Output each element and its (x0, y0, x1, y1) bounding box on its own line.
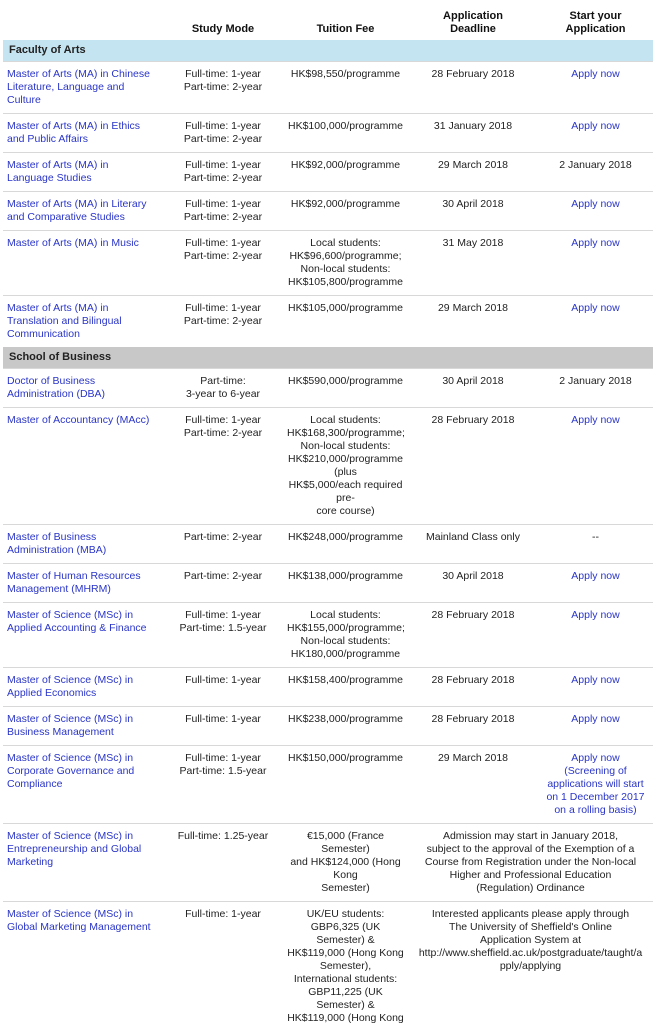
tuition-fee-line: HK$158,400/programme (287, 674, 404, 687)
admission-note-line: Admission may start in January 2018, (412, 830, 649, 843)
programme-link-line: Global Marketing Management (7, 921, 159, 934)
programme-link[interactable] (3, 603, 163, 668)
tuition-fee-line: HK$168,300/programme; (287, 427, 404, 440)
application-deadline-line: 30 April 2018 (412, 198, 534, 211)
tuition-fee-line: HK$590,000/programme (287, 375, 404, 388)
table-row (3, 231, 653, 296)
programme-link-line[interactable]: Master of Science (MSc) in (7, 830, 159, 843)
tuition-fee (283, 902, 408, 1031)
start-date (538, 369, 653, 408)
programme-link-line[interactable]: Master of Human Resources (7, 570, 159, 583)
study-mode (163, 564, 283, 603)
apply-now-link-line[interactable]: Apply now (542, 609, 649, 622)
programme-link-line[interactable]: Master of Accountancy (MAcc) (7, 414, 159, 427)
tuition-fee-line: HK$92,000/programme (287, 198, 404, 211)
study-mode-line: Full-time: 1-year (167, 908, 279, 921)
study-mode-line: Full-time: 1.25-year (167, 830, 279, 843)
study-mode-line: 3-year to 6-year (167, 388, 279, 401)
header-start (538, 4, 653, 40)
study-mode-line: Full-time: 1-year (167, 237, 279, 250)
programme-link[interactable] (3, 62, 163, 114)
study-mode (163, 62, 283, 114)
programme-link-line: Applied Accounting & Finance (7, 622, 159, 635)
application-deadline-line: 28 February 2018 (412, 68, 534, 81)
study-mode-line: Part-time: 2-year (167, 133, 279, 146)
study-mode-line: Part-time: 1.5-year (167, 622, 279, 635)
apply-now-link-line[interactable]: Apply now (542, 570, 649, 583)
programme-link-line: Culture (7, 94, 159, 107)
tuition-fee-line: HK180,000/programme (287, 648, 404, 661)
tuition-fee-line: Non-local students: (287, 263, 404, 276)
study-mode-line: Part-time: 2-year (167, 427, 279, 440)
programme-link-line[interactable]: Master of Arts (MA) in Literary (7, 198, 159, 211)
apply-now-link-line[interactable]: Apply now (542, 237, 649, 250)
programme-link-line: and Comparative Studies (7, 211, 159, 224)
table-row (3, 192, 653, 231)
admission-note-line: Higher and Professional Education (412, 869, 649, 882)
apply-now-link[interactable] (538, 746, 653, 824)
header-programme (3, 4, 163, 40)
tuition-fee (283, 564, 408, 603)
programme-link-line: Translation and Bilingual (7, 315, 159, 328)
table-body (3, 40, 653, 1031)
tuition-fee-line: GBP6,325 (UK Semester) & (287, 921, 404, 947)
tuition-fee-line: HK$96,600/programme; (287, 250, 404, 263)
tuition-fee-line: HK$5,000/each required pre- (287, 479, 404, 505)
application-deadline-line: 28 February 2018 (412, 609, 534, 622)
application-deadline-line: 31 January 2018 (412, 120, 534, 133)
table-row (3, 746, 653, 824)
table-row (3, 902, 653, 1031)
application-deadline-line: 29 March 2018 (412, 159, 534, 172)
study-mode (163, 408, 283, 525)
study-mode (163, 603, 283, 668)
tuition-fee (283, 668, 408, 707)
header-start-line: Start your (540, 10, 651, 23)
programme-link-line: Corporate Governance and (7, 765, 159, 778)
tuition-fee (283, 296, 408, 348)
application-deadline-line: 28 February 2018 (412, 674, 534, 687)
table-row (3, 408, 653, 525)
study-mode-line: Full-time: 1-year (167, 120, 279, 133)
study-mode-line: Full-time: 1-year (167, 159, 279, 172)
programme-link[interactable] (3, 408, 163, 525)
admission-note (408, 824, 653, 902)
tuition-fee-line: Non-local students: (287, 440, 404, 453)
tuition-fee-line: HK$98,550/programme (287, 68, 404, 81)
study-mode (163, 114, 283, 153)
application-deadline-line: Mainland Class only (412, 531, 534, 544)
study-mode (163, 902, 283, 1031)
apply-now-link-line[interactable]: Apply now (542, 713, 649, 726)
study-mode (163, 153, 283, 192)
apply-now-link[interactable] (538, 114, 653, 153)
study-mode-line: Part-time: 2-year (167, 531, 279, 544)
tuition-fee-line: HK$155,000/programme; (287, 622, 404, 635)
tuition-fee-line: UK/EU students: (287, 908, 404, 921)
programme-link-line: Language Studies (7, 172, 159, 185)
tuition-fee (283, 114, 408, 153)
programme-link[interactable] (3, 369, 163, 408)
admission-note-line: pply/applying (412, 960, 649, 973)
tuition-fee-line: Semester) (287, 882, 404, 895)
tuition-fee-line: HK$100,000/programme (287, 120, 404, 133)
study-mode (163, 746, 283, 824)
tuition-fee-line: Local students: (287, 609, 404, 622)
study-mode-line: Full-time: 1-year (167, 68, 279, 81)
programme-link-line: Entrepreneurship and Global (7, 843, 159, 856)
apply-now-link[interactable] (538, 192, 653, 231)
application-deadline (408, 707, 538, 746)
application-deadline-line: 31 May 2018 (412, 237, 534, 250)
study-mode-line: Full-time: 1-year (167, 302, 279, 315)
programme-link-line[interactable]: Master of Arts (MA) in (7, 159, 159, 172)
admission-note (408, 902, 653, 1031)
admission-note-line: subject to the approval of the Exemption of a (412, 843, 649, 856)
apply-now-link-line[interactable]: Apply now (542, 198, 649, 211)
programme-link-line: Literature, Language and (7, 81, 159, 94)
programme-link[interactable] (3, 192, 163, 231)
tuition-fee (283, 192, 408, 231)
application-deadline (408, 525, 538, 564)
tuition-fee-line: HK$92,000/programme (287, 159, 404, 172)
tuition-fee-line: HK$248,000/programme (287, 531, 404, 544)
application-deadline (408, 296, 538, 348)
header-deadline (408, 4, 538, 40)
apply-now-link[interactable] (538, 603, 653, 668)
tuition-fee-line: Non-local students: (287, 635, 404, 648)
admission-note-line: Course from Registration under the Non-local (412, 856, 649, 869)
programme-link-line[interactable]: Master of Arts (MA) in (7, 302, 159, 315)
section-title: Faculty of Arts (3, 40, 653, 62)
admission-note-line: The University of Sheffield's Online (412, 921, 649, 934)
programme-link-line: Administration (DBA) (7, 388, 159, 401)
table-row (3, 564, 653, 603)
study-mode-line: Full-time: 1-year (167, 198, 279, 211)
tuition-fee (283, 707, 408, 746)
tuition-fee-line: core course) (287, 505, 404, 518)
tuition-fee (283, 62, 408, 114)
admission-note-line: http://www.sheffield.ac.uk/postgraduate/taught/a (412, 947, 649, 960)
tuition-fee-line: HK$119,000 (Hong Kong (287, 947, 404, 960)
start-date (538, 525, 653, 564)
admission-note-line: (Regulation) Ordinance (412, 882, 649, 895)
apply-now-link-line[interactable]: Apply now (542, 68, 649, 81)
programme-link-line: Business Management (7, 726, 159, 739)
table-row (3, 525, 653, 564)
tuition-fee-line: Semester), (287, 960, 404, 973)
table-row (3, 668, 653, 707)
apply-now-link-line[interactable]: Apply now (542, 414, 649, 427)
programme-link-line[interactable]: Master of Science (MSc) in (7, 609, 159, 622)
tuition-fee (283, 231, 408, 296)
start-date-line: 2 January 2018 (542, 375, 649, 388)
application-deadline (408, 746, 538, 824)
application-deadline-line: 28 February 2018 (412, 414, 534, 427)
programme-link-line[interactable]: Master of Arts (MA) in Music (7, 237, 159, 250)
programme-link[interactable] (3, 668, 163, 707)
study-mode-line: Part-time: 1.5-year (167, 765, 279, 778)
programme-link[interactable] (3, 296, 163, 348)
study-mode-line: Part-time: 2-year (167, 315, 279, 328)
header-study-mode: Study Mode (163, 4, 283, 40)
tuition-fee-line: Local students: (287, 237, 404, 250)
application-deadline (408, 369, 538, 408)
apply-now-link-line: on 1 December 2017 (542, 791, 649, 804)
study-mode (163, 707, 283, 746)
application-deadline-line: 29 March 2018 (412, 752, 534, 765)
study-mode (163, 231, 283, 296)
header-deadline-line: Deadline (410, 23, 536, 36)
apply-now-link[interactable] (538, 296, 653, 348)
tuition-fee-line: HK$150,000/programme (287, 752, 404, 765)
tuition-fee (283, 824, 408, 902)
tuition-fee-line: HK$238,000/programme (287, 713, 404, 726)
application-deadline (408, 408, 538, 525)
study-mode-line: Part-time: 2-year (167, 211, 279, 224)
tuition-fee-line: HK$210,000/programme (plus (287, 453, 404, 479)
study-mode-line: Part-time: (167, 375, 279, 388)
tuition-fee (283, 408, 408, 525)
table-row (3, 153, 653, 192)
apply-now-link[interactable] (538, 707, 653, 746)
apply-now-link-line[interactable]: Apply now (542, 120, 649, 133)
programme-link-line[interactable]: Master of Science (MSc) in (7, 674, 159, 687)
programme-table (3, 4, 653, 1031)
apply-now-link-line[interactable]: Apply now (542, 752, 649, 765)
application-deadline (408, 668, 538, 707)
programme-link[interactable] (3, 902, 163, 1031)
programme-link[interactable] (3, 707, 163, 746)
application-deadline (408, 231, 538, 296)
apply-now-link[interactable] (538, 668, 653, 707)
programme-link-line[interactable]: Master of Science (MSc) in (7, 908, 159, 921)
study-mode (163, 668, 283, 707)
apply-now-link[interactable] (538, 231, 653, 296)
tuition-fee-line: €15,000 (France Semester) (287, 830, 404, 856)
study-mode-line: Part-time: 2-year (167, 172, 279, 185)
start-date-line: -- (542, 531, 649, 544)
study-mode-line: Part-time: 2-year (167, 570, 279, 583)
programme-link[interactable] (3, 746, 163, 824)
header-start-line: Application (540, 23, 651, 36)
application-deadline (408, 564, 538, 603)
apply-now-link[interactable] (538, 62, 653, 114)
programme-link-line[interactable]: Master of Arts (MA) in Chinese (7, 68, 159, 81)
programme-link-line: Marketing (7, 856, 159, 869)
study-mode-line: Full-time: 1-year (167, 414, 279, 427)
apply-now-link-line[interactable]: Apply now (542, 674, 649, 687)
table-header (3, 4, 653, 40)
section-header (3, 347, 653, 369)
tuition-fee (283, 369, 408, 408)
study-mode-line: Full-time: 1-year (167, 674, 279, 687)
table-row (3, 296, 653, 348)
study-mode-line: Part-time: 2-year (167, 250, 279, 263)
study-mode-line: Full-time: 1-year (167, 609, 279, 622)
study-mode (163, 824, 283, 902)
apply-now-link-line: (Screening of (542, 765, 649, 778)
study-mode (163, 296, 283, 348)
tuition-fee (283, 603, 408, 668)
tuition-fee (283, 525, 408, 564)
tuition-fee (283, 746, 408, 824)
programme-link[interactable] (3, 114, 163, 153)
application-deadline (408, 114, 538, 153)
apply-now-link-line[interactable]: Apply now (542, 302, 649, 315)
programme-link-line[interactable]: Doctor of Business (7, 375, 159, 388)
table-row (3, 824, 653, 902)
programme-link-line[interactable]: Master of Science (MSc) in (7, 713, 159, 726)
table-row (3, 707, 653, 746)
programme-link[interactable] (3, 564, 163, 603)
application-deadline-line: 30 April 2018 (412, 375, 534, 388)
programme-link-line[interactable]: Master of Science (MSc) in (7, 752, 159, 765)
tuition-fee-line: HK$119,000 (Hong Kong (287, 1012, 404, 1025)
table-row (3, 369, 653, 408)
tuition-fee-line: HK$138,000/programme (287, 570, 404, 583)
start-date-line: 2 January 2018 (542, 159, 649, 172)
table-row (3, 603, 653, 668)
apply-now-link[interactable] (538, 564, 653, 603)
apply-now-link[interactable] (538, 408, 653, 525)
apply-now-link-line: on a rolling basis) (542, 804, 649, 817)
programme-link[interactable] (3, 231, 163, 296)
tuition-fee-line: International students: (287, 973, 404, 986)
study-mode (163, 369, 283, 408)
tuition-fee-line: HK$105,800/programme (287, 276, 404, 289)
section-header (3, 40, 653, 62)
programme-link-line[interactable]: Master of Arts (MA) in Ethics (7, 120, 159, 133)
application-deadline (408, 62, 538, 114)
programme-link-line: and Public Affairs (7, 133, 159, 146)
tuition-fee-line: and HK$124,000 (Hong Kong (287, 856, 404, 882)
study-mode (163, 192, 283, 231)
tuition-fee (283, 153, 408, 192)
programme-link-line: Compliance (7, 778, 159, 791)
study-mode-line: Full-time: 1-year (167, 713, 279, 726)
apply-now-link-line: applications will start (542, 778, 649, 791)
table-row (3, 62, 653, 114)
programme-link-line: Administration (MBA) (7, 544, 159, 557)
admission-note-line: Application System at (412, 934, 649, 947)
study-mode-line: Full-time: 1-year (167, 752, 279, 765)
application-deadline-line: 30 April 2018 (412, 570, 534, 583)
application-deadline-line: 28 February 2018 (412, 713, 534, 726)
admission-note-line: Interested applicants please apply through (412, 908, 649, 921)
study-mode (163, 525, 283, 564)
application-deadline-line: 29 March 2018 (412, 302, 534, 315)
table-row (3, 114, 653, 153)
tuition-fee-line: HK$105,000/programme (287, 302, 404, 315)
programme-link-line: Communication (7, 328, 159, 341)
application-deadline (408, 603, 538, 668)
application-deadline (408, 192, 538, 231)
programme-link-line: Applied Economics (7, 687, 159, 700)
programme-link[interactable] (3, 824, 163, 902)
start-date (538, 153, 653, 192)
application-deadline (408, 153, 538, 192)
header-tuition-fee: Tuition Fee (283, 4, 408, 40)
programme-link[interactable] (3, 153, 163, 192)
programme-link[interactable] (3, 525, 163, 564)
study-mode-line: Part-time: 2-year (167, 81, 279, 94)
section-title: School of Business (3, 347, 653, 369)
programme-link-line[interactable]: Master of Business (7, 531, 159, 544)
programme-link-line: Management (MHRM) (7, 583, 159, 596)
tuition-fee-line: Local students: (287, 414, 404, 427)
tuition-fee-line: GBP11,225 (UK Semester) & (287, 986, 404, 1012)
header-deadline-line: Application (410, 10, 536, 23)
